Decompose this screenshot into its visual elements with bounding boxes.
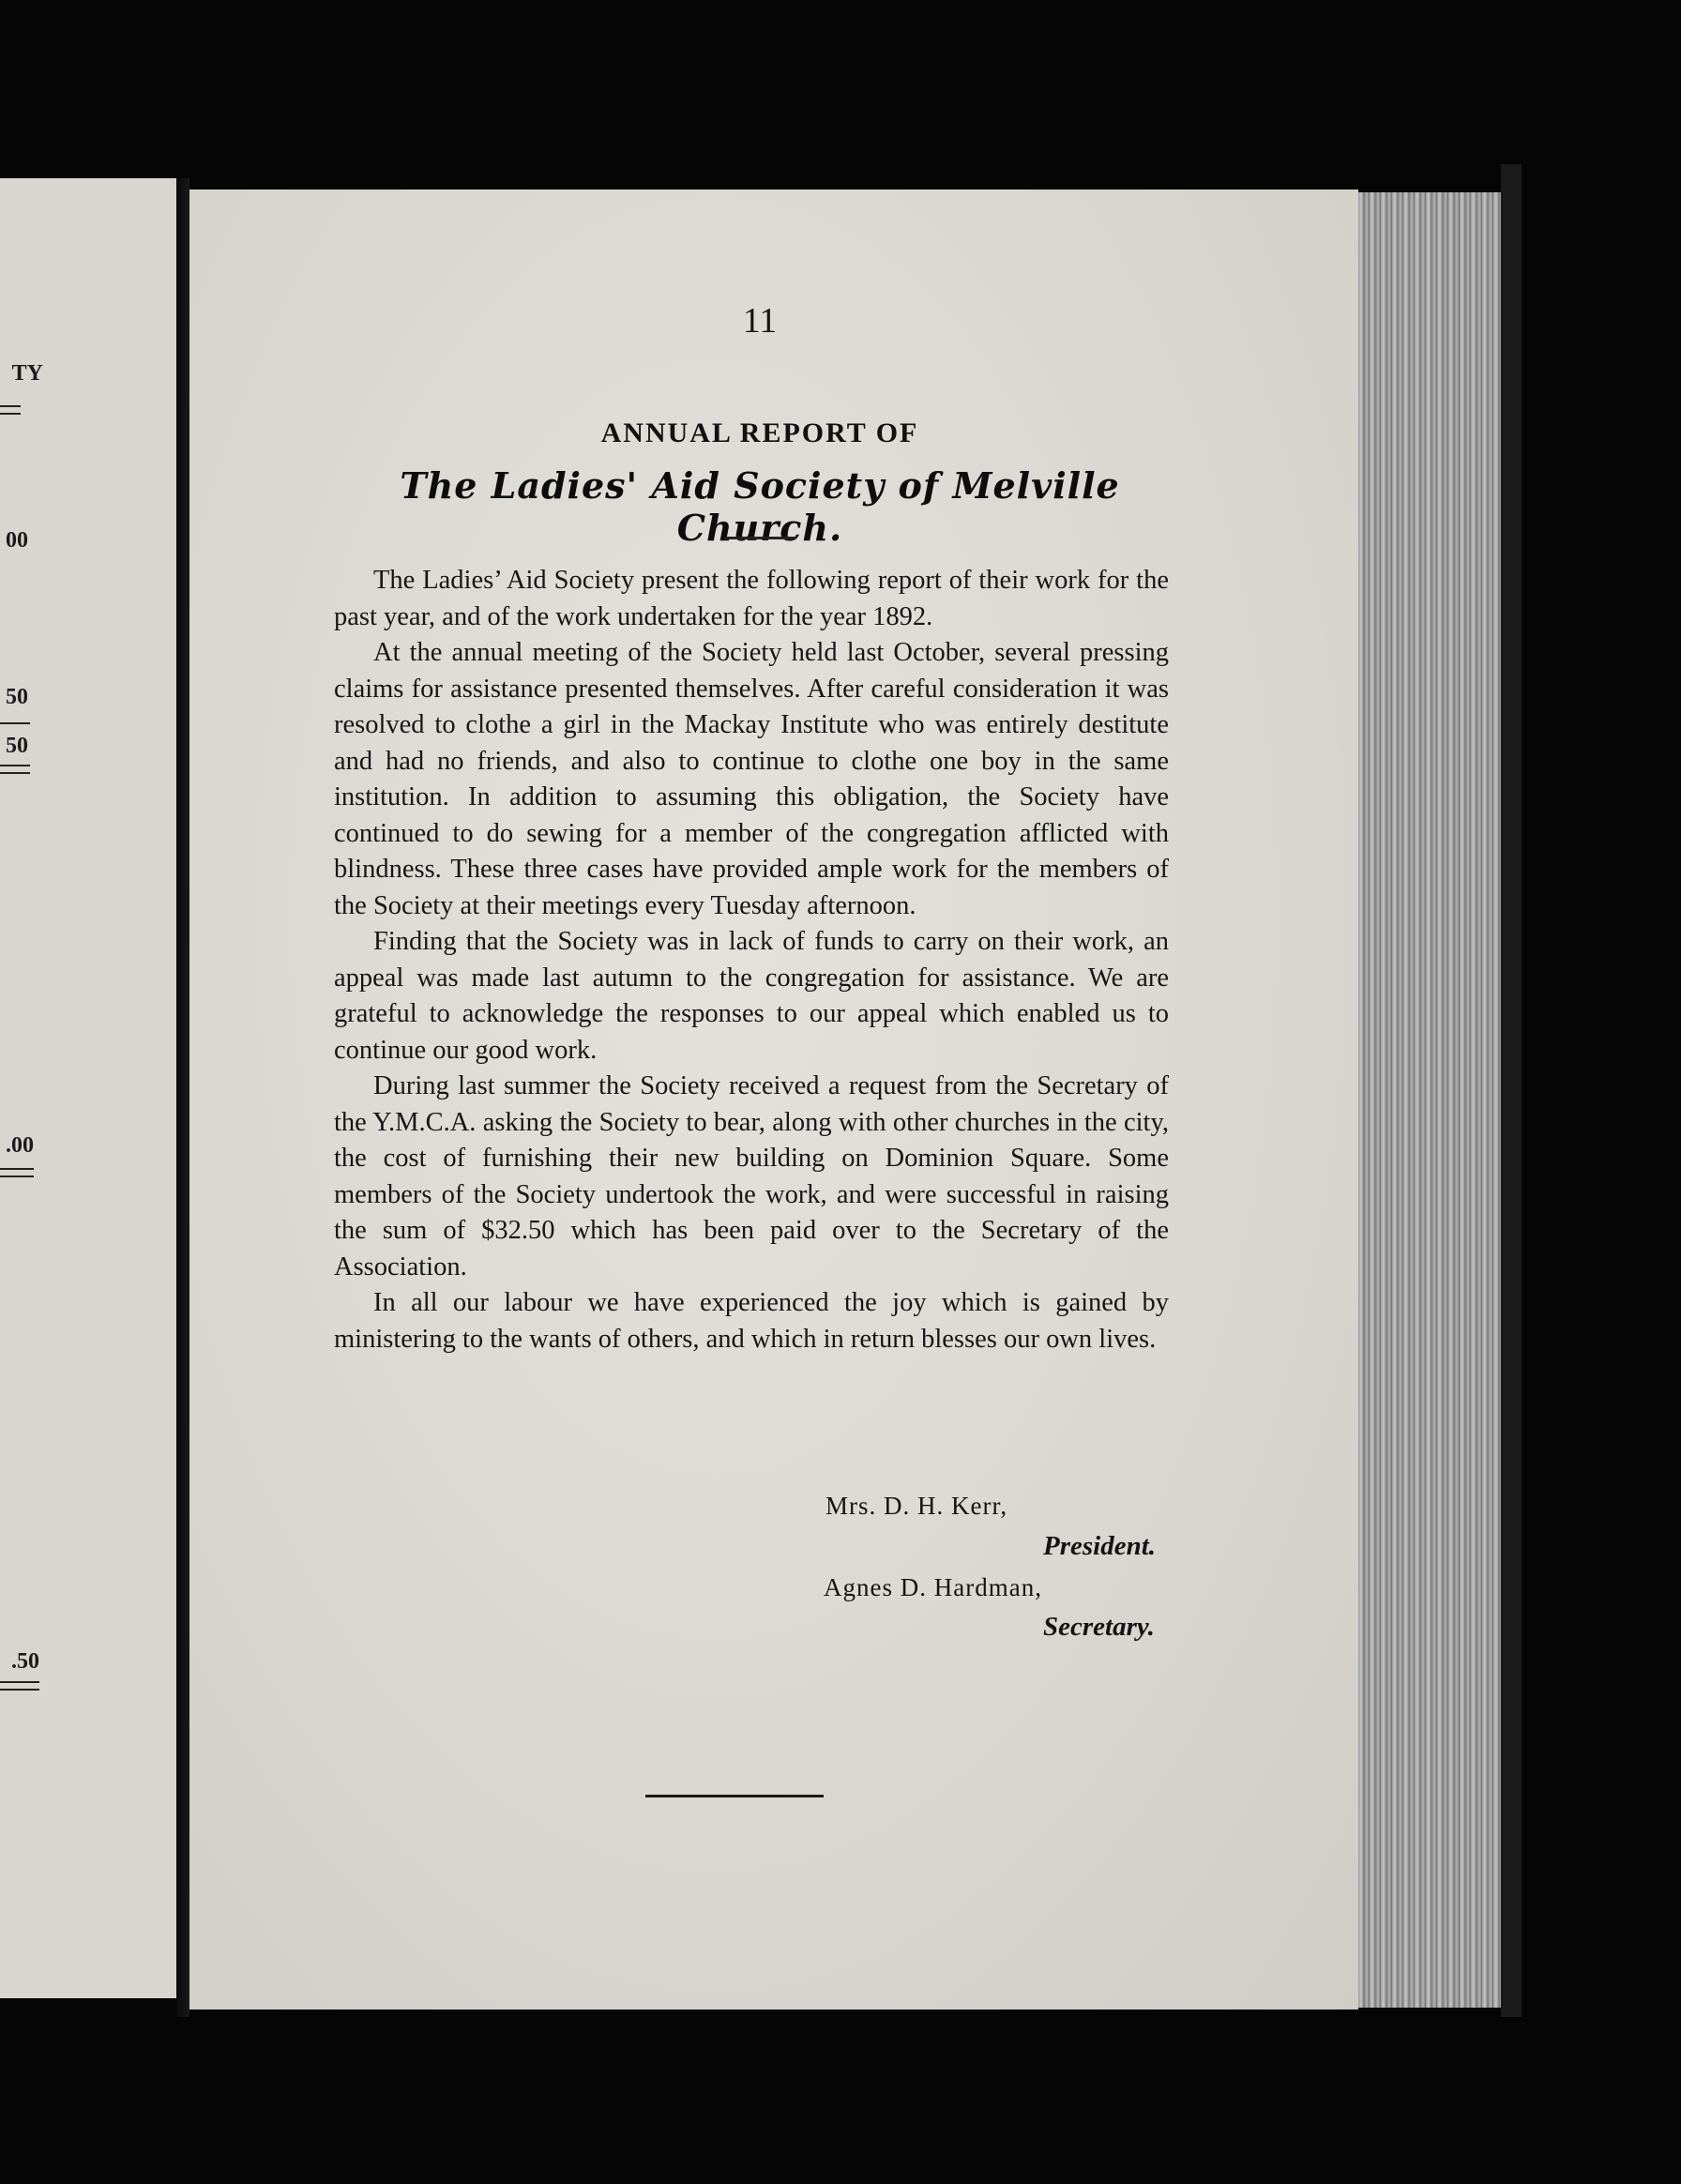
paragraph: The Ladies’ Aid Society present the following report of their work for the past year, and of the work undertaken for the year 1892. <box>334 566 1169 631</box>
secretary-title: Secretary. <box>1043 1612 1155 1642</box>
report-body <box>334 563 1169 1357</box>
book-cover-edge <box>1501 164 1522 2017</box>
left-page-rule <box>0 413 21 415</box>
book-gutter <box>176 178 189 2017</box>
left-page-fragment <box>0 178 178 1998</box>
president-title: President. <box>1043 1531 1157 1561</box>
paragraph: At the annual meeting of the Society held last October, several pressing claims for assistance presented themselves. After careful consideration it was resolved to clothe a girl in the Mackay Institute who was entirely destitute and had no friends, and also to continue to clothe one boy in the same institution. In addition to assuming this obligation, the Society have continued to do sewing for a member of the congregation afflicted with blindness. These three cases have provided ample work for the members of the Society at their meetings every Tuesday afternoon. <box>334 638 1169 920</box>
book-page-edges <box>1358 192 1504 2008</box>
left-page-text-fragment: 50 <box>6 685 28 709</box>
left-page-double-rule <box>0 765 30 774</box>
left-page-text-fragment: .00 <box>6 1133 34 1158</box>
left-page-rule <box>0 722 30 724</box>
report-title: The Ladies' Aid Society of Melville Church. <box>400 464 1120 549</box>
left-page-text-fragment: 00 <box>6 528 28 553</box>
left-page-text-fragment: 50 <box>6 734 28 758</box>
title-rule <box>724 537 795 539</box>
paragraph: During last summer the Society received a request from the Secretary of the Y.M.C.A. asking the Society to bear, along with other churches in the city, the cost of furnishing their new building on Dominion Square. Some members of the Society undertook the work, and were successful in raising the sum of $32.50 which has been paid over to the Secretary of the Association. <box>334 1071 1169 1282</box>
left-page-text-fragment: TY <box>11 361 43 386</box>
left-page-text-fragment: .50 <box>11 1649 39 1674</box>
report-heading: ANNUAL REPORT OF <box>600 417 919 448</box>
page-number: 11 <box>742 301 778 341</box>
left-page-double-rule <box>0 1168 34 1177</box>
left-page-rule <box>0 405 21 407</box>
paragraph: In all our labour we have experienced the joy which is gained by ministering to the wants of others, and which in return blesses our own lives. <box>334 1288 1169 1354</box>
left-page-double-rule <box>0 1681 39 1691</box>
president-name: Mrs. D. H. Kerr, <box>825 1492 1008 1520</box>
end-rule <box>645 1795 824 1797</box>
secretary-name: Agnes D. Hardman, <box>824 1573 1042 1601</box>
paragraph: Finding that the Society was in lack of funds to carry on their work, an appeal was made last autumn to the congregation for assistance. We are grateful to acknowledge the responses to our appeal which enabled us to continue our good work. <box>334 927 1169 1065</box>
